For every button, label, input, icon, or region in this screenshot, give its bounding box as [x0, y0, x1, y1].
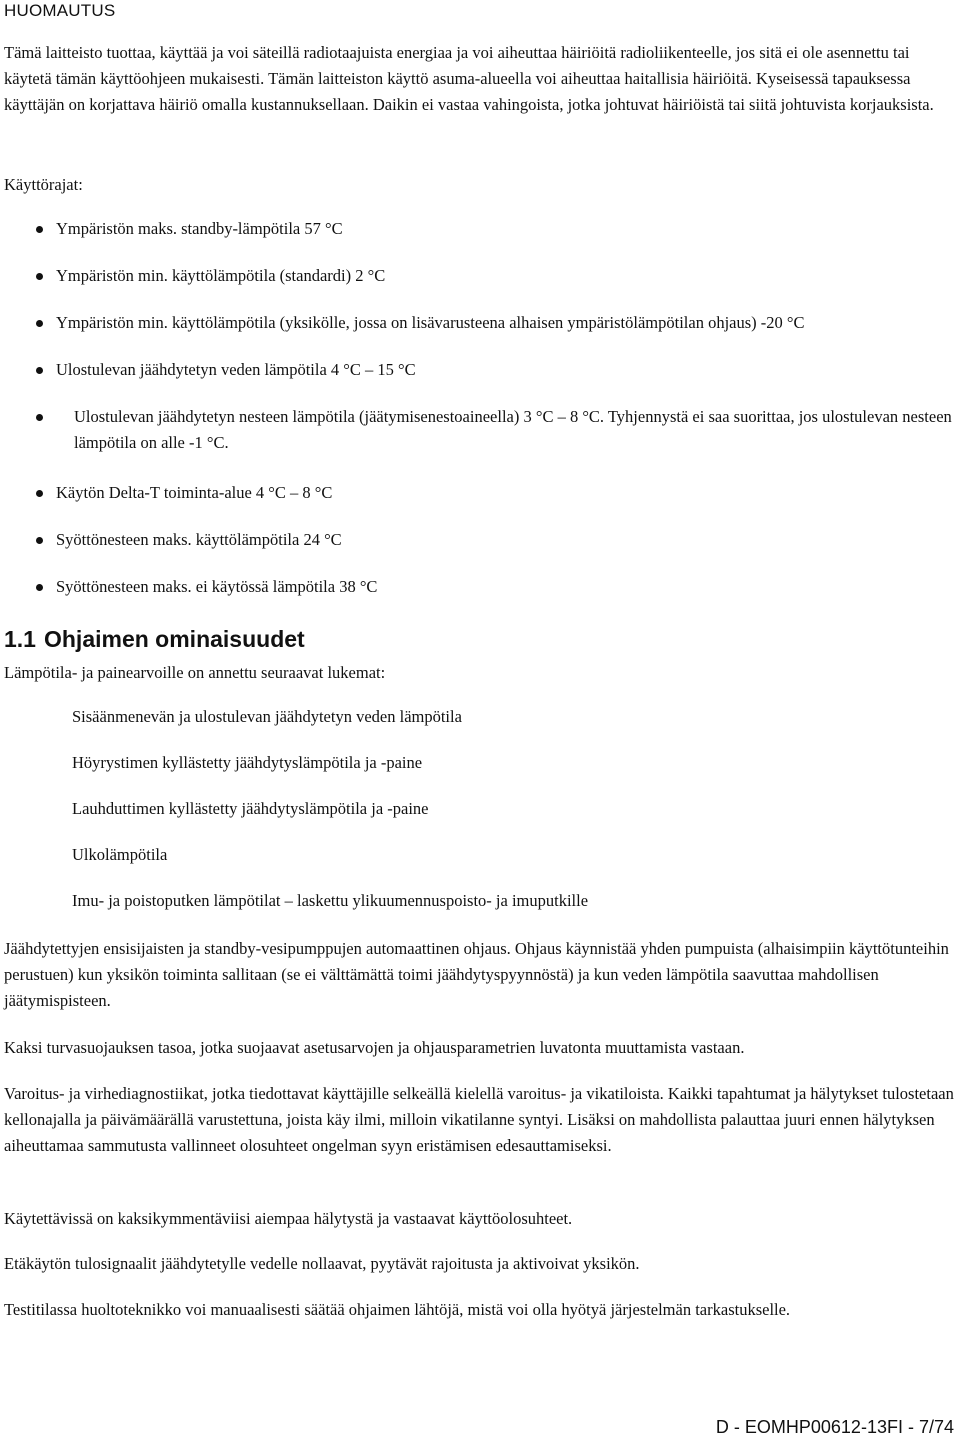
paragraph-security-levels: Kaksi turvasuojauksen tasoa, jotka suojaavat asetusarvojen ja ohjausparametrien luvatonta muuttamista vastaan. — [4, 1038, 745, 1057]
readings-intro: Lämpötila- ja painearvoille on annettu seuraavat lukemat: — [4, 663, 386, 682]
list-item-text: Ympäristön min. käyttölämpötila (standardi) 2 °C — [56, 266, 386, 285]
paragraph-test-mode: Testitilassa huoltoteknikko voi manuaalisesti säätää ohjaimen lähtöjä, mistä voi olla hyötyä järjestelmän tarkastukselle. — [4, 1300, 791, 1319]
reading-item: Ulkolämpötila — [72, 845, 168, 864]
list-item-text: Ympäristön min. käyttölämpötila (yksikölle, jossa on lisävarusteena alhaisen ympäristölämpötilan ohjaus) -20 °C — [56, 313, 805, 332]
paragraph-remote-input: Etäkäytön tulosignaalit jäähdytetylle vedelle nollaavat, pyytävät rajoitusta ja aktivoivat yksikön. — [4, 1254, 640, 1273]
reading-item: Höyrystimen kyllästetty jäähdytyslämpötila ja -paine — [72, 753, 423, 772]
bullet-icon — [36, 584, 43, 591]
limits-heading: Käyttörajat: — [4, 175, 83, 194]
bullet-icon — [36, 367, 43, 374]
bullet-icon — [36, 320, 43, 327]
section-heading — [4, 623, 305, 655]
section-title: Ohjaimen ominaisuudet — [43, 626, 305, 652]
list-item-text: Syöttönesteen maks. käyttölämpötila 24 °C — [56, 530, 342, 549]
section-number: 1.1 — [4, 626, 36, 652]
page-footer: D - EOMHP00612-13FI - 7/74 — [715, 1417, 954, 1437]
list-item-text: Ulostulevan jäähdytetyn nesteen lämpötila (jäätymisenestoaineella) 3 °C – 8 °C. Tyhjennystä ei saa suorittaa, jos ulostulevan nesteen lämpötila on alle -1 °C. — [74, 407, 952, 452]
list-item-text: Ulostulevan jäähdytetyn veden lämpötila 4 °C – 15 °C — [56, 360, 416, 379]
bullet-icon — [36, 226, 43, 233]
reading-item: Sisäänmenevän ja ulostulevan jäähdytetyn veden lämpötila — [72, 707, 462, 726]
paragraph-alarm-history: Käytettävissä on kaksikymmentäviisi aiempaa hälytystä ja vastaavat käyttöolosuhteet. — [4, 1209, 573, 1228]
list-item-text: Käytön Delta-T toiminta-alue 4 °C – 8 °C — [56, 483, 333, 502]
bullet-icon — [36, 414, 43, 421]
bullet-icon — [36, 490, 43, 497]
paragraph-diagnostics: Varoitus- ja virhediagnostiikat, jotka tiedottavat käyttäjille selkeällä kielellä varoitus- ja vikatiloista. Kaikki tapahtumat ja hälytykset tulostetaan kellonajalla ja päivämäärällä varustettuna, joista käy ilmi, milloin vikatilanne syntyi. Lisäksi on mahdollista palauttaa juuri ennen hälytyksen aiheuttamaa sammutusta vallinneet olosuhteet ongelman syyn eristämisen edesauttamiseksi. — [4, 1084, 954, 1155]
notice-paragraph: Tämä laitteisto tuottaa, käyttää ja voi säteillä radiotaajuista energiaa ja voi aiheuttaa häiriöitä radioliikenteelle, jos sitä ei ole asennettu tai käytetä tämän käyttöohjeen mukaisesti. Tämän laitteiston käyttö asuma-alueella voi aiheuttaa haitallisia häiriöitä. Kyseisessä tapauksessa käyttäjän on korjattava häiriö omalla kustannuksellaan. Daikin ei vastaa vahingoista, jotka johtuvat häiriöistä tai siitä johtuvista korjauksista. — [4, 43, 934, 114]
reading-item: Lauhduttimen kyllästetty jäähdytyslämpötila ja -paine — [72, 799, 429, 818]
bullet-icon — [36, 537, 43, 544]
paragraph-pump-control: Jäähdytettyjen ensisijaisten ja standby-vesipumppujen automaattinen ohjaus. Ohjaus käynnistää yhden pumpuista (alhaisimpiin käyttötunteihin perustuen) kun yksikön toiminta sallitaan (se ei välttämättä toimi jäähdytyspyynnöstä) ja kun veden lämpötila saavuttaa mahdollisen jäätymispisteen. — [4, 939, 949, 1010]
notice-heading: HUOMAUTUS — [4, 1, 116, 20]
bullet-icon — [36, 273, 43, 280]
reading-item: Imu- ja poistoputken lämpötilat – laskettu ylikuumennuspoisto- ja imuputkille — [72, 891, 589, 910]
list-item-text: Syöttönesteen maks. ei käytössä lämpötila 38 °C — [56, 577, 378, 596]
list-item-text: Ympäristön maks. standby-lämpötila 57 °C — [56, 219, 343, 238]
